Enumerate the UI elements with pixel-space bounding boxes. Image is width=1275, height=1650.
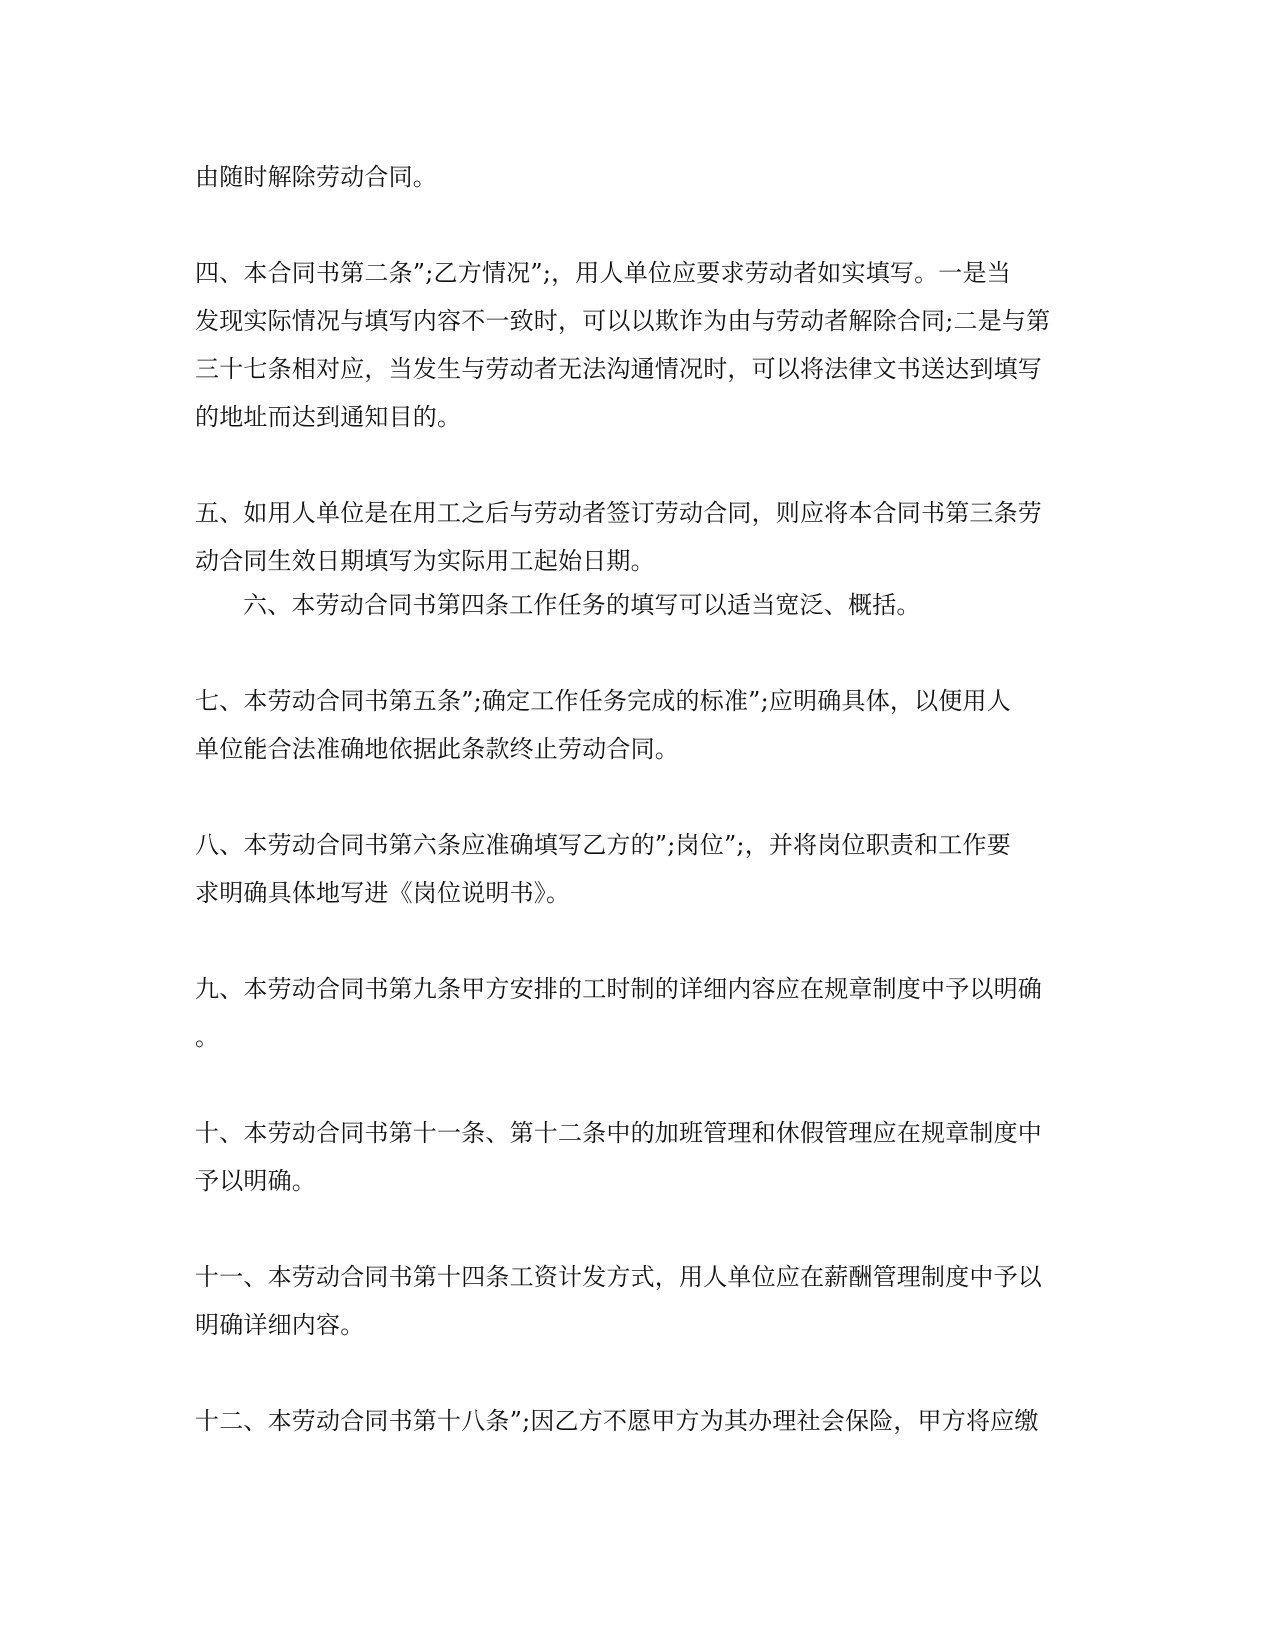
text-line: 的地址而达到通知目的。	[195, 403, 462, 431]
text-line: 八、本劳动合同书第六条应准确填写乙方的”;岗位”;，并将岗位职责和工作要	[195, 831, 1011, 859]
text-line: 七、本劳动合同书第五条”;确定工作任务完成的标准”;应明确具体，以便用人	[195, 687, 1011, 715]
text-line: 求明确具体地写进《岗位说明书》。	[195, 879, 571, 907]
text-line: 十、本劳动合同书第十一条、第十二条中的加班管理和休假管理应在规章制度中	[195, 1119, 1042, 1147]
text-line: 十二、本劳动合同书第十八条”;因乙方不愿甲方为其办理社会保险，甲方将应缴	[195, 1407, 1039, 1435]
text-line: 。	[195, 1023, 220, 1051]
text-line: 予以明确。	[195, 1167, 316, 1195]
text-line: 发现实际情况与填写内容不一致时，可以以欺诈为由与劳动者解除合同;二是与第	[195, 307, 1051, 335]
text-line: 单位能合法准确地依据此条款终止劳动合同。	[195, 735, 679, 763]
text-line: 四、本合同书第二条”;乙方情况”;，用人单位应要求劳动者如实填写。一是当	[195, 259, 1011, 287]
text-line: 六、本劳动合同书第四条工作任务的填写可以适当宽泛、概括。	[243, 591, 921, 619]
text-line: 明确详细内容。	[195, 1311, 365, 1339]
text-line: 九、本劳动合同书第九条甲方安排的工时制的详细内容应在规章制度中予以明确	[195, 975, 1042, 1003]
text-line: 由随时解除劳动合同。	[195, 163, 437, 191]
text-line: 五、如用人单位是在用工之后与劳动者签订劳动合同，则应将本合同书第三条劳	[195, 499, 1042, 527]
text-line: 动合同生效日期填写为实际用工起始日期。	[195, 547, 655, 575]
text-line: 三十七条相对应，当发生与劳动者无法沟通情况时，可以将法律文书送达到填写	[195, 355, 1042, 383]
text-line: 十一、本劳动合同书第十四条工资计发方式，用人单位应在薪酬管理制度中予以	[195, 1263, 1042, 1291]
